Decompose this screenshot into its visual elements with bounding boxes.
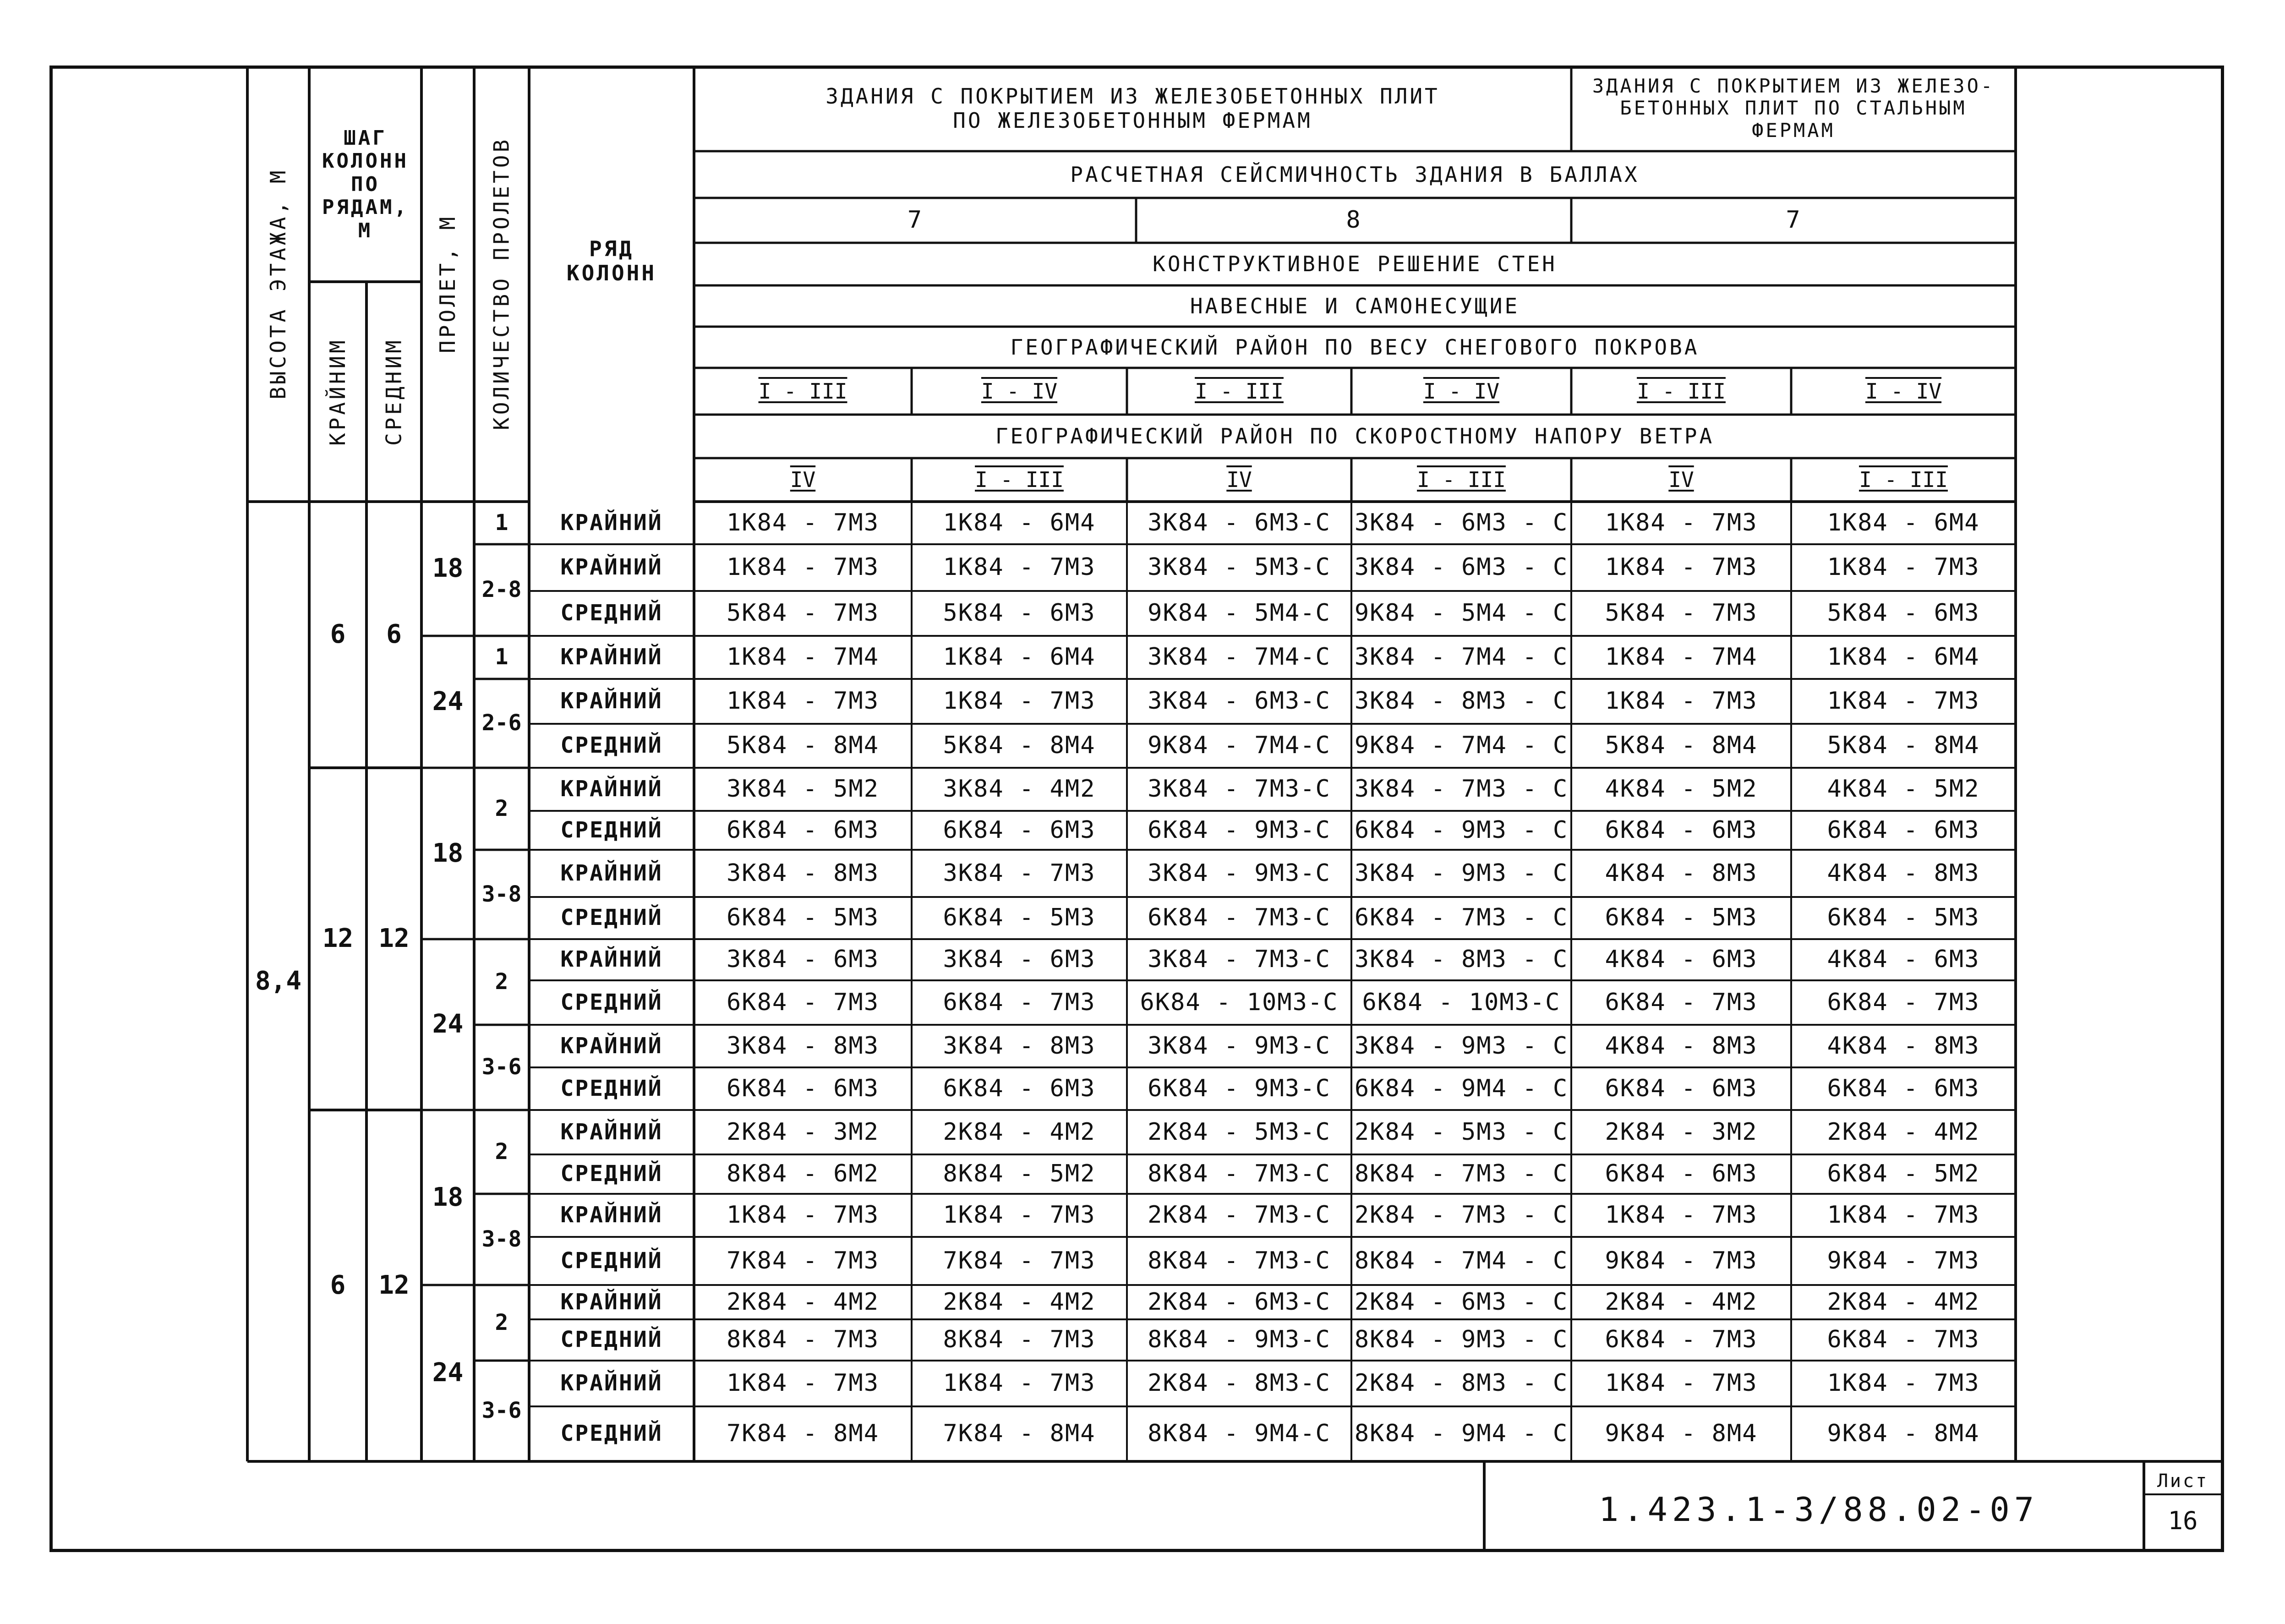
table-cell: 6К84 - 5М3 xyxy=(943,904,1096,932)
table-cell: 6К84 - 5М3 xyxy=(1605,904,1758,932)
wind-region-value: IV xyxy=(790,467,816,492)
table-cell: 8К84 - 7М3 xyxy=(726,1326,880,1354)
table-cell: 1К84 - 6М4 xyxy=(1827,509,1980,536)
row-name: КРАЙНИЙ xyxy=(560,1033,663,1059)
table-cell: 6К84 - 6М3 xyxy=(1827,1074,1980,1102)
header-wall-type: НАВЕСНЫЕ И САМОНЕСУЩИЕ xyxy=(1190,293,1520,318)
table-cell: 2К84 - 7М3 - С xyxy=(1354,1201,1569,1229)
table-cell: 1К84 - 7М3 xyxy=(1605,509,1758,536)
table-cell: 3К84 - 7М4 - С xyxy=(1354,643,1569,671)
table-cell: 6К84 - 7М3 xyxy=(1605,988,1758,1016)
table-cell: 3К84 - 6М3 xyxy=(726,946,880,973)
table-cell: 9К84 - 7М4 - С xyxy=(1354,732,1569,760)
table-cell: 1К84 - 6М4 xyxy=(943,643,1096,671)
floor-height-value: 8,4 xyxy=(255,966,302,996)
table-cell: 6К84 - 7М3 xyxy=(726,988,880,1016)
table-cell: 2К84 - 4М2 xyxy=(943,1288,1096,1316)
table-cell: 2К84 - 4М2 xyxy=(1827,1288,1980,1316)
table-cell: 2К84 - 4М2 xyxy=(726,1288,880,1316)
table-cell: 2К84 - 4М2 xyxy=(1827,1118,1980,1146)
document-code: 1.423.1-3/88.02-07 xyxy=(1598,1490,2039,1529)
row-name: СРЕДНИЙ xyxy=(560,1421,663,1447)
table-cell: 1К84 - 7М3 xyxy=(726,553,880,581)
table-cell: 6К84 - 6М3 xyxy=(1605,816,1758,844)
table-cell: 5К84 - 6М3 xyxy=(943,599,1096,627)
table-cell: 2К84 - 5М3-С xyxy=(1148,1118,1331,1146)
table-cell: 5К84 - 8М4 xyxy=(1605,732,1758,760)
table-cell: 1К84 - 7М3 xyxy=(1827,1201,1980,1229)
table-cell: 7К84 - 7М3 xyxy=(943,1247,1096,1274)
table-cell: 1К84 - 7М4 xyxy=(1605,643,1758,671)
table-cell: 9К84 - 5М4 - С xyxy=(1354,599,1569,627)
table-cell: 8К84 - 7М3 - С xyxy=(1354,1160,1569,1188)
table-cell: 6К84 - 5М3 xyxy=(726,904,880,932)
table-cell: 2К84 - 4М2 xyxy=(943,1118,1096,1146)
row-name: КРАЙНИЙ xyxy=(560,776,663,802)
table-cell: 9К84 - 5М4-С xyxy=(1148,599,1331,627)
table-cell: 4К84 - 5М2 xyxy=(1827,775,1980,803)
seismic-value: 8 xyxy=(1346,206,1361,234)
table-cell: 2К84 - 6М3-С xyxy=(1148,1288,1331,1316)
table-cell: 5К84 - 8М4 xyxy=(726,732,880,760)
table-cell: 4К84 - 6М3 xyxy=(1827,946,1980,973)
table-cell: 2К84 - 5М3 - С xyxy=(1354,1118,1569,1146)
table-cell: 3К84 - 8М3 xyxy=(726,1032,880,1060)
table-cell: 3К84 - 7М3 - С xyxy=(1354,775,1569,803)
wind-region-value: I - III xyxy=(1417,467,1506,492)
seismic-value: 7 xyxy=(1786,206,1801,234)
snow-region-value: I - III xyxy=(1637,378,1726,404)
wind-region-value: IV xyxy=(1226,467,1252,492)
row-name: КРАЙНИЙ xyxy=(560,688,663,714)
header-wall-solution: КОНСТРУКТИВНОЕ РЕШЕНИЕ СТЕН xyxy=(1153,252,1557,277)
header-span-count: КОЛИЧЕСТВО ПРОЛЕТОВ xyxy=(489,137,514,431)
table-cell: 6К84 - 6М3 xyxy=(726,1074,880,1102)
seismic-value: 7 xyxy=(907,206,923,234)
table-cell: 1К84 - 7М3 xyxy=(726,687,880,715)
step-outer-value: 6 xyxy=(330,1270,346,1301)
table-cell: 1К84 - 7М3 xyxy=(943,1201,1096,1229)
row-name: СРЕДНИЙ xyxy=(560,1161,663,1187)
header-step-middle: СРЕДНИМ xyxy=(381,338,406,446)
table-cell: 1К84 - 7М3 xyxy=(726,509,880,536)
table-cell: 2К84 - 8М3-С xyxy=(1148,1369,1331,1397)
table-cell: 6К84 - 7М3 - С xyxy=(1354,904,1569,932)
span-value: 18 xyxy=(432,838,464,868)
header-group-steel-trusses: ЗДАНИЯ С ПОКРЫТИЕМ ИЗ ЖЕЛЕЗО-БЕТОННЫХ ПЛИТ ПО СТАЛЬНЫМ ФЕРМАМ xyxy=(1592,75,1995,142)
table-cell: 8К84 - 7М3-С xyxy=(1148,1160,1331,1188)
table-cell: 2К84 - 3М2 xyxy=(726,1118,880,1146)
table-cell: 3К84 - 6М3-С xyxy=(1148,509,1331,536)
table-cell: 2К84 - 7М3-С xyxy=(1148,1201,1331,1229)
table-cell: 3К84 - 6М3 xyxy=(943,946,1096,973)
row-name: КРАЙНИЙ xyxy=(560,1289,663,1315)
table-cell: 4К84 - 6М3 xyxy=(1605,946,1758,973)
row-name: СРЕДНИЙ xyxy=(560,1247,663,1274)
table-cell: 6К84 - 6М3 xyxy=(726,816,880,844)
row-name: СРЕДНИЙ xyxy=(560,1327,663,1353)
table-cell: 8К84 - 7М3-С xyxy=(1148,1247,1331,1274)
table-cell: 8К84 - 5М2 xyxy=(943,1160,1096,1188)
row-name: КРАЙНИЙ xyxy=(560,946,663,973)
row-name: СРЕДНИЙ xyxy=(560,817,663,843)
span-value: 18 xyxy=(432,553,464,584)
snow-region-value: I - IV xyxy=(981,378,1058,404)
table-cell: 5К84 - 6М3 xyxy=(1827,599,1980,627)
span-count-value: 3-8 xyxy=(481,1226,522,1252)
table-cell: 6К84 - 7М3-С xyxy=(1148,904,1331,932)
table-cell: 8К84 - 6М2 xyxy=(726,1160,880,1188)
table-cell: 1К84 - 7М3 xyxy=(943,1369,1096,1397)
table-cell: 8К84 - 9М4-С xyxy=(1148,1420,1331,1448)
span-count-value: 1 xyxy=(495,644,508,670)
span-value: 24 xyxy=(432,686,464,716)
table-cell: 3К84 - 9М3 - С xyxy=(1354,859,1569,887)
table-cell: 1К84 - 7М3 xyxy=(726,1369,880,1397)
span-count-value: 3-6 xyxy=(481,1054,522,1080)
span-value: 24 xyxy=(432,1358,464,1388)
table-cell: 1К84 - 7М4 xyxy=(726,643,880,671)
step-middle-value: 12 xyxy=(378,1270,410,1301)
step-middle-value: 6 xyxy=(386,619,402,650)
row-name: КРАЙНИЙ xyxy=(560,509,663,536)
table-cell: 9К84 - 7М3 xyxy=(1605,1247,1758,1274)
table-cell: 6К84 - 10М3-С xyxy=(1362,988,1561,1016)
table-cell: 6К84 - 6М3 xyxy=(1827,816,1980,844)
span-count-value: 2 xyxy=(495,795,508,821)
table-cell: 8К84 - 9М3 - С xyxy=(1354,1326,1569,1354)
table-cell: 1К84 - 6М4 xyxy=(943,509,1096,536)
sheet-number: 16 xyxy=(2168,1506,2198,1535)
header-column-row: РЯД КОЛОНН xyxy=(566,236,657,285)
table-cell: 6К84 - 5М3 xyxy=(1827,904,1980,932)
header-span: ПРОЛЕТ, М xyxy=(435,214,460,353)
table-cell: 9К84 - 8М4 xyxy=(1605,1420,1758,1448)
header-seismic: РАСЧЕТНАЯ СЕЙСМИЧНОСТЬ ЗДАНИЯ В БАЛЛАХ xyxy=(1070,162,1640,187)
wind-region-value: IV xyxy=(1668,467,1694,492)
table-cell: 1К84 - 7М3 xyxy=(1605,553,1758,581)
table-cell: 3К84 - 7М3 xyxy=(943,859,1096,887)
table-cell: 3К84 - 7М3-С xyxy=(1148,775,1331,803)
table-cell: 3К84 - 8М3 - С xyxy=(1354,946,1569,973)
snow-region-value: I - IV xyxy=(1865,378,1942,404)
table-cell: 8К84 - 9М3-С xyxy=(1148,1326,1331,1354)
table-cell: 3К84 - 7М4-С xyxy=(1148,643,1331,671)
table-cell: 4К84 - 8М3 xyxy=(1827,859,1980,887)
table-cell: 6К84 - 5М2 xyxy=(1827,1160,1980,1188)
header-wind-region: ГЕОГРАФИЧЕСКИЙ РАЙОН ПО СКОРОСТНОМУ НАПОРУ ВЕТРА xyxy=(995,424,1715,449)
wind-region-value: I - III xyxy=(1859,467,1948,492)
span-count-value: 2 xyxy=(495,1309,508,1335)
table-cell: 9К84 - 8М4 xyxy=(1827,1420,1980,1448)
table-cell: 8К84 - 7М3 xyxy=(943,1326,1096,1354)
table-cell: 1К84 - 7М3 xyxy=(1605,1201,1758,1229)
span-value: 24 xyxy=(432,1009,464,1039)
table-cell: 2К84 - 8М3 - С xyxy=(1354,1369,1569,1397)
table-cell: 3К84 - 4М2 xyxy=(943,775,1096,803)
table-cell: 6К84 - 6М3 xyxy=(1605,1160,1758,1188)
table-cell: 3К84 - 5М3-С xyxy=(1148,553,1331,581)
table-cell: 5К84 - 8М4 xyxy=(943,732,1096,760)
table-cell: 3К84 - 8М3 xyxy=(943,1032,1096,1060)
table-cell: 3К84 - 6М3 - С xyxy=(1354,509,1569,536)
step-outer-value: 6 xyxy=(330,619,346,650)
table-cell: 5К84 - 8М4 xyxy=(1827,732,1980,760)
table-cell: 2К84 - 6М3 - С xyxy=(1354,1288,1569,1316)
span-count-value: 2-8 xyxy=(481,577,522,603)
row-name: КРАЙНИЙ xyxy=(560,1370,663,1396)
header-column-step: ШАГ КОЛОНН ПО РЯДАМ, М xyxy=(322,126,409,242)
table-cell: 3К84 - 8М3 xyxy=(726,859,880,887)
table-cell: 8К84 - 7М4 - С xyxy=(1354,1247,1569,1274)
span-count-value: 3-6 xyxy=(481,1398,522,1424)
table-cell: 2К84 - 3М2 xyxy=(1605,1118,1758,1146)
table-cell: 6К84 - 7М3 xyxy=(1605,1326,1758,1354)
table-cell: 7К84 - 8М4 xyxy=(943,1420,1096,1448)
row-name: СРЕДНИЙ xyxy=(560,989,663,1015)
row-name: СРЕДНИЙ xyxy=(560,905,663,931)
row-name: КРАЙНИЙ xyxy=(560,1202,663,1228)
row-name: КРАЙНИЙ xyxy=(560,860,663,886)
table-cell: 7К84 - 8М4 xyxy=(726,1420,880,1448)
table-cell: 2К84 - 4М2 xyxy=(1605,1288,1758,1316)
table-cell: 1К84 - 7М3 xyxy=(1605,687,1758,715)
table-cell: 3К84 - 9М3 - С xyxy=(1354,1032,1569,1060)
table-cell: 1К84 - 7М3 xyxy=(943,553,1096,581)
snow-region-value: I - III xyxy=(1195,378,1284,404)
table-cell: 6К84 - 7М3 xyxy=(1827,988,1980,1016)
table-cell: 4К84 - 8М3 xyxy=(1605,1032,1758,1060)
table-cell: 8К84 - 9М4 - С xyxy=(1354,1420,1569,1448)
wind-region-value: I - III xyxy=(975,467,1064,492)
table-cell: 6К84 - 6М3 xyxy=(943,816,1096,844)
table-cell: 6К84 - 7М3 xyxy=(943,988,1096,1016)
row-name: СРЕДНИЙ xyxy=(560,733,663,759)
table-cell: 6К84 - 6М3 xyxy=(943,1074,1096,1102)
table-cell: 6К84 - 10М3-С xyxy=(1140,988,1339,1016)
table-cell: 1К84 - 7М3 xyxy=(726,1201,880,1229)
row-name: КРАЙНИЙ xyxy=(560,554,663,580)
span-value: 18 xyxy=(432,1182,464,1212)
header-snow-region: ГЕОГРАФИЧЕСКИЙ РАЙОН ПО ВЕСУ СНЕГОВОГО ПОКРОВА xyxy=(1010,334,1700,360)
row-name: КРАЙНИЙ xyxy=(560,1119,663,1145)
header-step-outer: КРАЙНИМ xyxy=(325,338,350,446)
table-cell: 5К84 - 7М3 xyxy=(1605,599,1758,627)
table-cell: 4К84 - 5М2 xyxy=(1605,775,1758,803)
table-cell: 6К84 - 9М3-С xyxy=(1148,1074,1331,1102)
table-cell: 3К84 - 5М2 xyxy=(726,775,880,803)
table-cell: 9К84 - 7М4-С xyxy=(1148,732,1331,760)
table-cell: 7К84 - 7М3 xyxy=(726,1247,880,1274)
table-cell: 3К84 - 8М3 - С xyxy=(1354,687,1569,715)
table-cell: 4К84 - 8М3 xyxy=(1605,859,1758,887)
table-cell: 3К84 - 6М3 - С xyxy=(1354,553,1569,581)
table-cell: 5К84 - 7М3 xyxy=(726,599,880,627)
header-floor-height: ВЫСОТА ЭТАЖА, М xyxy=(266,168,291,399)
row-name: СРЕДНИЙ xyxy=(560,1075,663,1101)
span-count-value: 3-8 xyxy=(481,881,522,907)
table-cell: 3К84 - 9М3-С xyxy=(1148,1032,1331,1060)
table-cell: 3К84 - 6М3-С xyxy=(1148,687,1331,715)
span-count-value: 1 xyxy=(495,509,508,536)
span-count-value: 2-6 xyxy=(481,710,522,736)
table-cell: 1К84 - 7М3 xyxy=(1827,687,1980,715)
table-cell: 6К84 - 9М3 - С xyxy=(1354,816,1569,844)
table-cell: 6К84 - 9М3-С xyxy=(1148,816,1331,844)
step-outer-value: 12 xyxy=(322,924,354,954)
table-cell: 9К84 - 7М3 xyxy=(1827,1247,1980,1274)
table-cell: 4К84 - 8М3 xyxy=(1827,1032,1980,1060)
snow-region-value: I - III xyxy=(758,378,847,404)
table-cell: 6К84 - 9М4 - С xyxy=(1354,1074,1569,1102)
table-cell: 6К84 - 7М3 xyxy=(1827,1326,1980,1354)
sheet-label: Лист xyxy=(2157,1470,2209,1492)
table-cell: 3К84 - 7М3-С xyxy=(1148,946,1331,973)
span-count-value: 2 xyxy=(495,968,508,995)
row-name: СРЕДНИЙ xyxy=(560,600,663,626)
table-cell: 1К84 - 7М3 xyxy=(1605,1369,1758,1397)
table-cell: 3К84 - 9М3-С xyxy=(1148,859,1331,887)
table-cell: 1К84 - 6М4 xyxy=(1827,643,1980,671)
table-cell: 1К84 - 7М3 xyxy=(943,687,1096,715)
span-count-value: 2 xyxy=(495,1138,508,1165)
header-group-rc-trusses: ЗДАНИЯ С ПОКРЫТИЕМ ИЗ ЖЕЛЕЗОБЕТОННЫХ ПЛИТ ПО ЖЕЛЕЗОБЕТОННЫМ ФЕРМАМ xyxy=(825,83,1440,133)
table-cell: 6К84 - 6М3 xyxy=(1605,1074,1758,1102)
row-name: КРАЙНИЙ xyxy=(560,644,663,670)
snow-region-value: I - IV xyxy=(1423,378,1500,404)
table-cell: 1К84 - 7М3 xyxy=(1827,1369,1980,1397)
step-middle-value: 12 xyxy=(378,924,410,954)
table-cell: 1К84 - 7М3 xyxy=(1827,553,1980,581)
